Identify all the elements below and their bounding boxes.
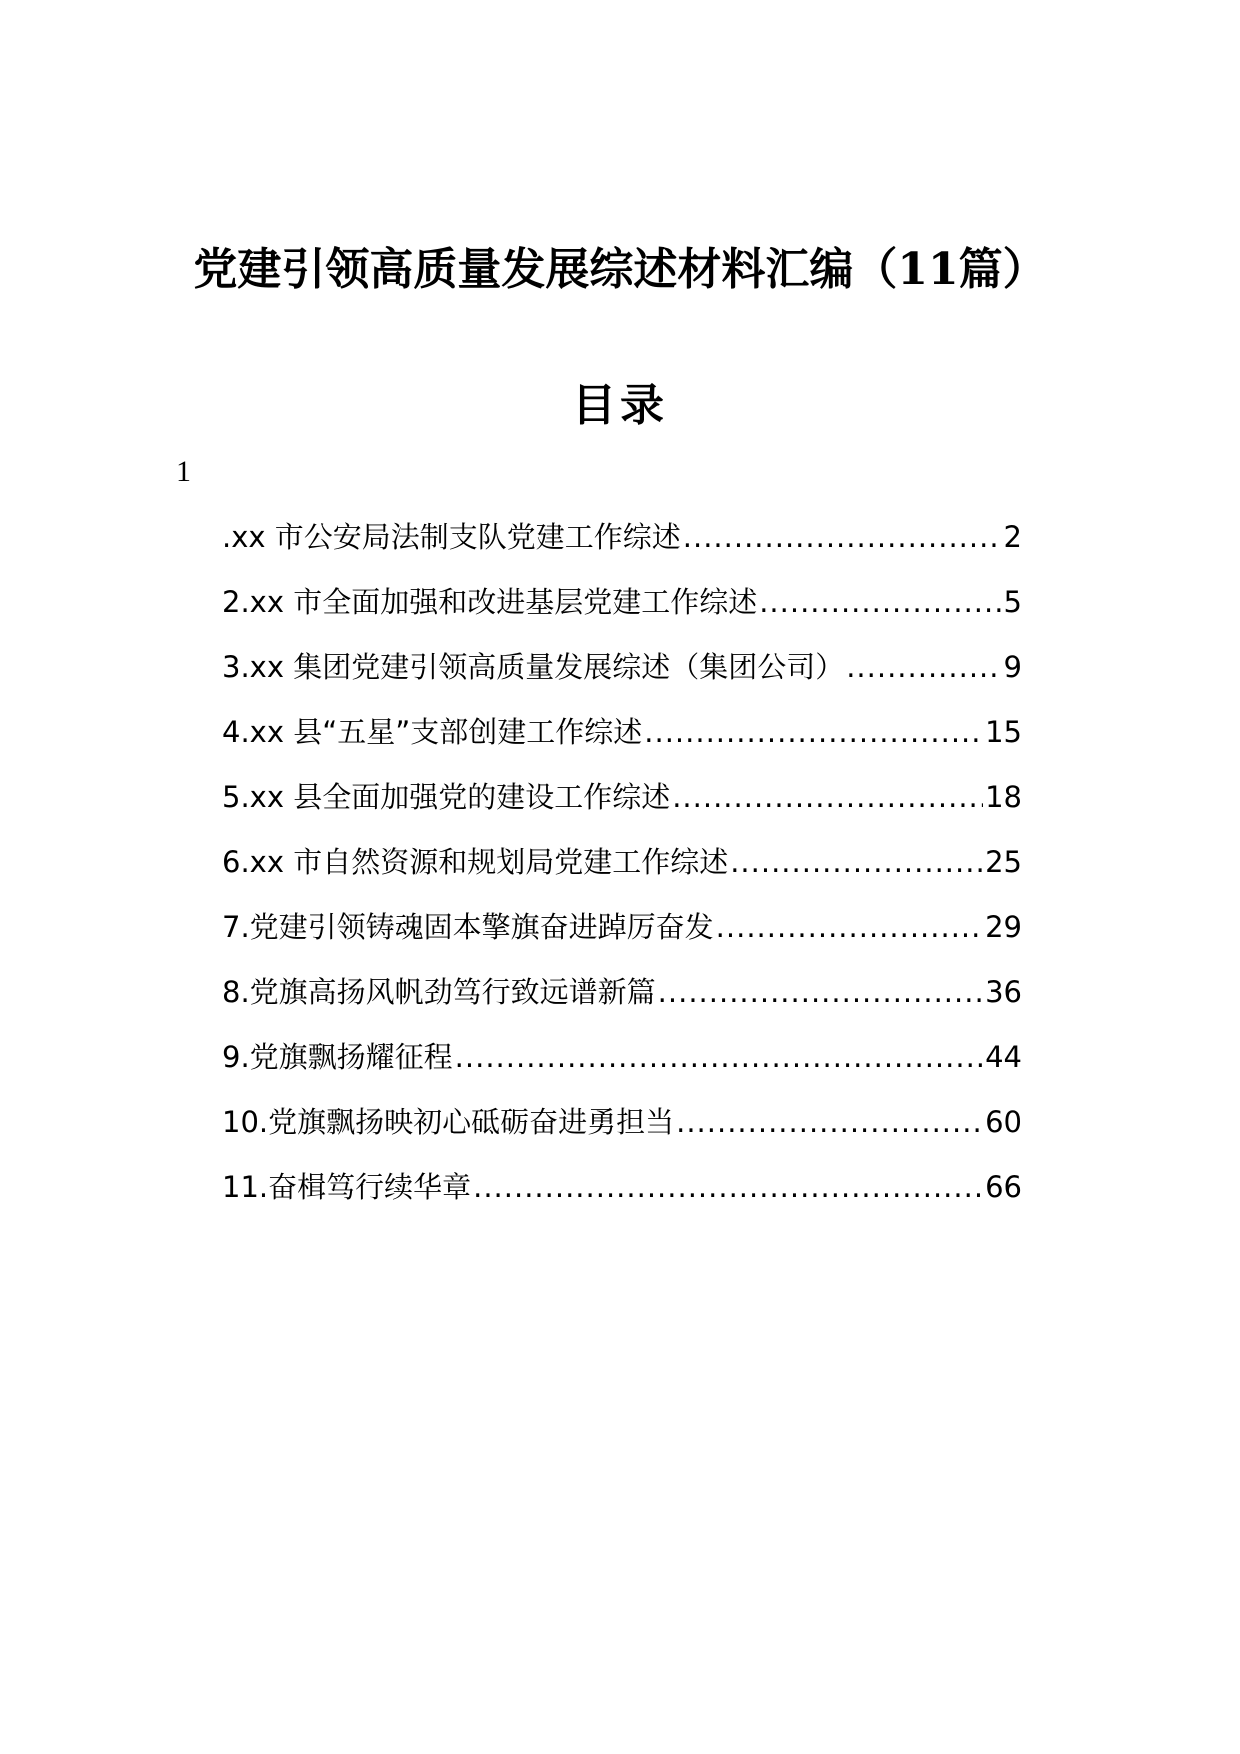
toc-entry-9[interactable] [222,1031,1022,1096]
toc-entry-page: 18 [985,780,1022,814]
toc-entry-label: 9.党旗飘扬耀征程 [222,1040,453,1074]
toc-entry-2[interactable] [222,576,1022,641]
toc-dot-leader [730,836,983,888]
toc-dot-leader [759,576,1001,628]
toc-entry-label: 8.党旗高扬风帆劲笃行致远谱新篇 [222,975,656,1009]
toc-entry-page: 25 [985,845,1022,879]
toc-entry-page: 44 [985,1040,1022,1074]
toc-entry-label: 2.xx 市全面加强和改进基层党建工作综述 [222,585,758,619]
toc-entry-3[interactable] [222,641,1022,706]
toc-entry-label: 6.xx 市自然资源和规划局党建工作综述 [222,845,729,879]
toc-entry-label: 3.xx 集团党建引领高质量发展综述（集团公司） [222,650,845,684]
toc-entry-5[interactable] [222,771,1022,836]
toc-entry-8[interactable] [222,966,1022,1031]
toc-entry-page: 66 [985,1170,1022,1204]
toc-entry-4[interactable] [222,706,1022,771]
toc-heading: 目录 [572,380,668,431]
toc-dot-leader [676,1096,983,1148]
toc-entry-10[interactable] [222,1096,1022,1161]
toc-entry-1[interactable] [222,511,1022,576]
toc-dot-leader [683,511,1002,563]
toc-entry-page: 15 [985,715,1022,749]
table-of-contents [222,511,1022,1226]
toc-entry-6[interactable] [222,836,1022,901]
toc-dot-leader [644,706,983,758]
toc-entry-page: 9 [1003,650,1022,684]
toc-entry-7[interactable] [222,901,1022,966]
toc-dot-leader [672,771,983,823]
toc-dot-leader [846,641,1001,693]
toc-entry-label: 10.党旗飘扬映初心砥砺奋进勇担当 [222,1105,675,1139]
toc-entry-page: 60 [985,1105,1022,1139]
toc-entry-label: 11.奋楫笃行续华章 [222,1170,472,1204]
toc-entry-page: 2 [1003,520,1022,554]
toc-entry-label: 7.党建引领铸魂固本擎旗奋进踔厉奋发 [222,910,714,944]
stray-page-number: 1 [176,455,191,488]
toc-entry-page: 29 [985,910,1022,944]
toc-entry-11[interactable] [222,1161,1022,1226]
toc-dot-leader [716,901,983,953]
toc-entry-label: .xx 市公安局法制支队党建工作综述 [222,520,681,554]
toc-entry-label: 4.xx 县“五星”支部创建工作综述 [222,715,643,749]
toc-entry-page: 5 [1003,585,1022,619]
toc-entry-label: 5.xx 县全面加强党的建设工作综述 [222,780,671,814]
toc-dot-leader [473,1161,983,1213]
toc-dot-leader [455,1031,983,1083]
toc-dot-leader [658,966,983,1018]
toc-entry-page: 36 [985,975,1022,1009]
document-title: 党建引领高质量发展综述材料汇编（11篇） [193,244,1047,295]
